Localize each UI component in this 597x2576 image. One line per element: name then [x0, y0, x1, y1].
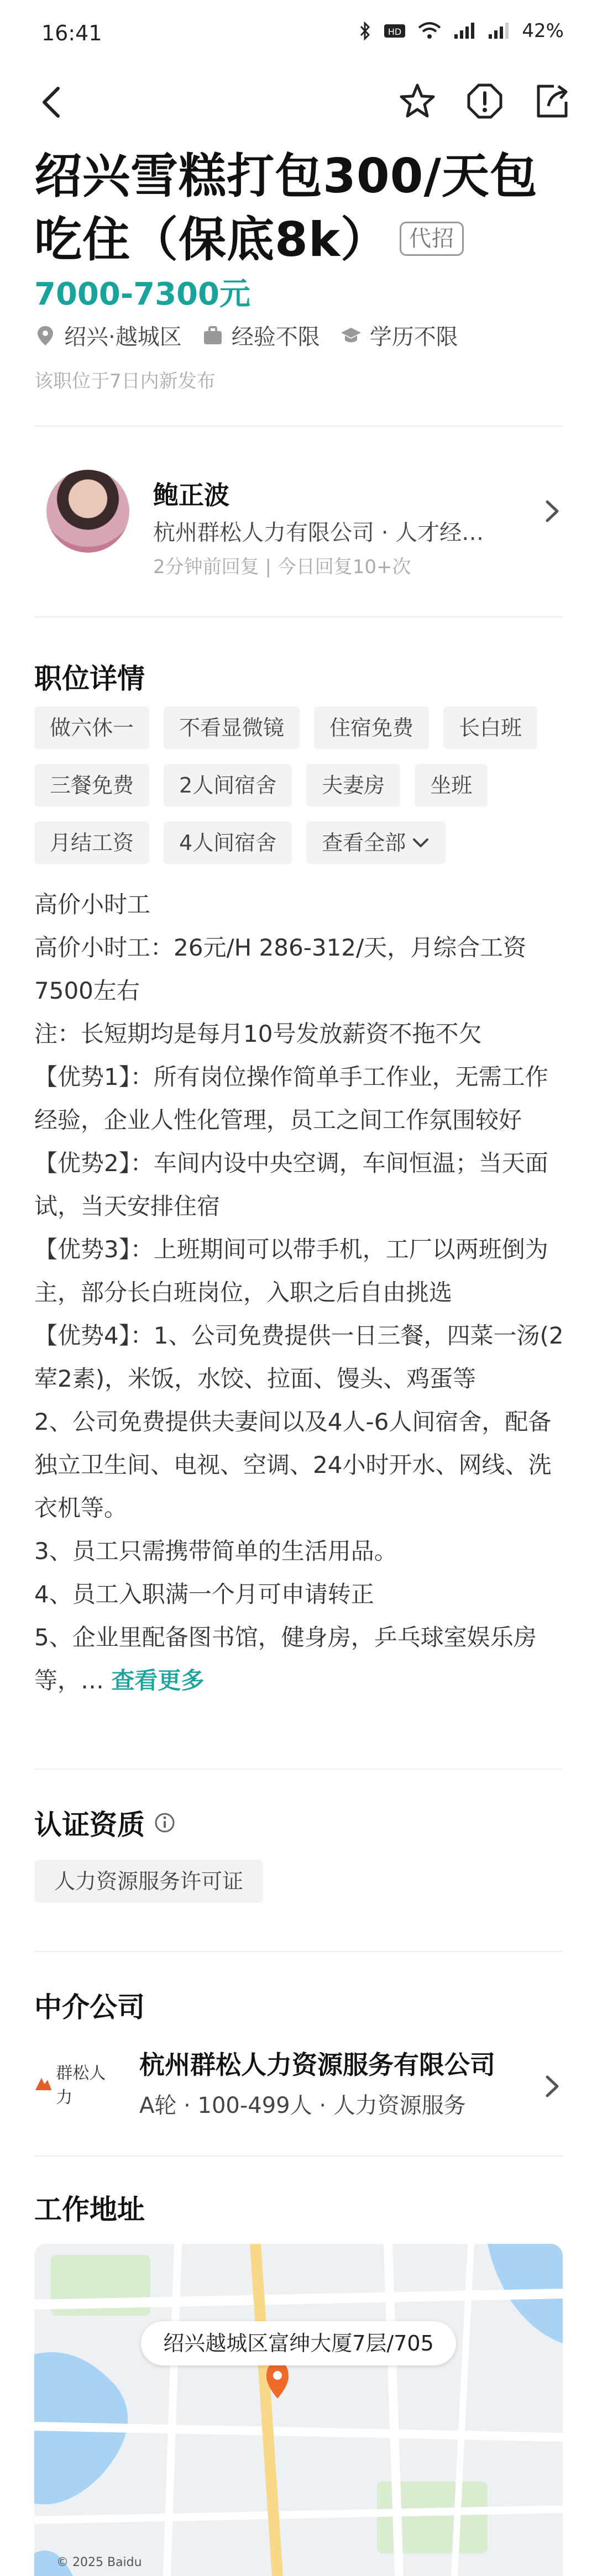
- section-title-details: 职位详情: [34, 663, 145, 695]
- job-tag: 夫妻房: [306, 764, 400, 807]
- description-line: 高价小时工: [34, 891, 151, 918]
- divider: [34, 2155, 563, 2157]
- section-title-agency: 中介公司: [34, 1991, 145, 2023]
- back-icon[interactable]: [33, 83, 72, 122]
- recruiter-name: 鲍正波: [153, 480, 229, 510]
- job-tag: 月结工资: [34, 821, 149, 864]
- experience-meta: [202, 319, 320, 351]
- wifi-icon: [418, 22, 441, 40]
- recruiter-company: 杭州群松人力有限公司 · 人才经…: [153, 520, 484, 545]
- job-tag: 坐班: [415, 764, 488, 807]
- top-nav: [0, 66, 597, 138]
- chevron-down-icon: [411, 836, 430, 849]
- section-title-qualification: [34, 1803, 176, 1843]
- job-tag: 2人间宿舍: [164, 764, 292, 807]
- description-line-last: [34, 1616, 565, 1702]
- signal-icon: [453, 22, 475, 40]
- job-tags: [34, 706, 565, 864]
- divider: [34, 1951, 563, 1952]
- description-line: 高价小时工：26元/H 286-312/天，月综合工资7500左右: [34, 934, 527, 1004]
- agency-info: A轮 · 100-499人 · 人力资源服务: [139, 2093, 466, 2118]
- description-line: 5、企业里配备图书馆，健身房，乒乓球室娱乐房等，…: [34, 1624, 537, 1694]
- location-text: 绍兴·越城区: [64, 324, 182, 350]
- info-icon[interactable]: [154, 1812, 176, 1834]
- share-icon[interactable]: [532, 81, 573, 122]
- agency-card[interactable]: [34, 2045, 563, 2133]
- description-line: 4、员工入职满一个月可申请转正: [34, 1581, 374, 1608]
- education-meta: [340, 319, 458, 351]
- status-indicators: [359, 20, 564, 42]
- address-label-wrap: [34, 2321, 563, 2365]
- description-line: 【优势2】：车间内设中央空调，车间恒温；当天面试，当天安排住宿: [34, 1150, 548, 1220]
- nav-actions: [397, 81, 573, 122]
- description-line: 注：长短期均是每月10号发放薪资不拖不欠: [34, 1020, 482, 1047]
- agency-name: 杭州群松人力资源服务有限公司: [139, 2050, 495, 2080]
- view-all-tags-button[interactable]: [306, 821, 446, 864]
- svg-text:HD: HD: [388, 27, 402, 37]
- description-line: 3、员工只需携带简单的生活用品。: [34, 1538, 397, 1565]
- graduation-cap-icon: [340, 324, 362, 347]
- bluetooth-icon: [359, 22, 371, 40]
- job-title-text: 绍兴雪糕打包300/天包吃住（保底8k）: [34, 149, 538, 267]
- divider: [34, 426, 563, 427]
- recruiter-reply-stats: 2分钟前回复 | 今日回复10+次: [153, 556, 411, 578]
- description-line: 2、公司免费提供夫妻间以及4人-6人间宿舍，配备独立卫生间、电视、空调、24小时开水、网线、洗衣机等。: [34, 1408, 552, 1522]
- location-meta: [34, 319, 182, 351]
- divider: [34, 1769, 563, 1770]
- agency-logo-icon: [34, 2075, 53, 2092]
- chevron-right-icon[interactable]: [541, 2073, 563, 2100]
- signal-icon: [488, 22, 510, 40]
- job-tag: 不看显微镜: [164, 706, 300, 749]
- license-badge: 人力资源服务许可证: [34, 1860, 263, 1903]
- alert-icon[interactable]: [464, 81, 505, 122]
- battery-level: 42%: [522, 20, 564, 42]
- job-tag: 4人间宿舍: [164, 821, 292, 864]
- salary: 7000-7300元: [34, 276, 250, 312]
- agency-logo: [34, 2064, 117, 2107]
- view-all-label: 查看全部: [322, 831, 406, 855]
- recruiter-card[interactable]: [34, 470, 563, 578]
- location-pin-icon: [34, 324, 56, 347]
- posted-notice: 该职位于7日内新发布: [34, 370, 216, 392]
- job-tag: 住宿免费: [314, 706, 429, 749]
- job-tag: 三餐免费: [34, 764, 149, 807]
- map-background: [34, 2244, 563, 2576]
- chevron-right-icon[interactable]: [541, 497, 563, 525]
- divider: [34, 616, 563, 617]
- status-time: 16:41: [41, 21, 102, 45]
- map-copyright: © 2025 Baidu: [56, 2556, 142, 2569]
- description-line: 【优势1】：所有岗位操作简单手工作业，无需工作经验，企业人性化管理，员工之间工作氛围较好: [34, 1063, 548, 1134]
- job-tag: 长白班: [443, 706, 537, 749]
- agency-logo-text: 群松人力: [56, 2064, 106, 2107]
- briefcase-icon: [202, 324, 224, 347]
- description-line: 【优势3】：上班期间可以带手机，工厂以两班倒为主，部分长白班岗位，入职之后自由挑选: [34, 1236, 548, 1306]
- avatar[interactable]: [46, 470, 129, 553]
- experience-text: 经验不限: [231, 324, 320, 350]
- status-bar: [0, 0, 597, 66]
- hd-icon: [384, 23, 406, 39]
- job-description: [34, 883, 565, 1702]
- job-tag: 做六休一: [34, 706, 149, 749]
- job-title: [34, 145, 565, 272]
- description-line: 【优势4】：1、公司免费提供一日三餐，四菜一汤(2荤2素)，米饭，水饺、拉面、馒头、鸡蛋等: [34, 1322, 564, 1392]
- proxy-recruit-badge: 代招: [400, 222, 464, 256]
- section-title-address: 工作地址: [34, 2194, 145, 2226]
- see-more-link[interactable]: 查看更多: [111, 1667, 205, 1694]
- education-text: 学历不限: [369, 324, 458, 350]
- star-icon[interactable]: [397, 81, 438, 122]
- qualification-heading: 认证资质: [34, 1809, 145, 1841]
- address-label: 绍兴越城区富绅大厦7层/705: [141, 2321, 456, 2365]
- work-location-map[interactable]: [34, 2244, 563, 2576]
- job-meta: [34, 319, 458, 351]
